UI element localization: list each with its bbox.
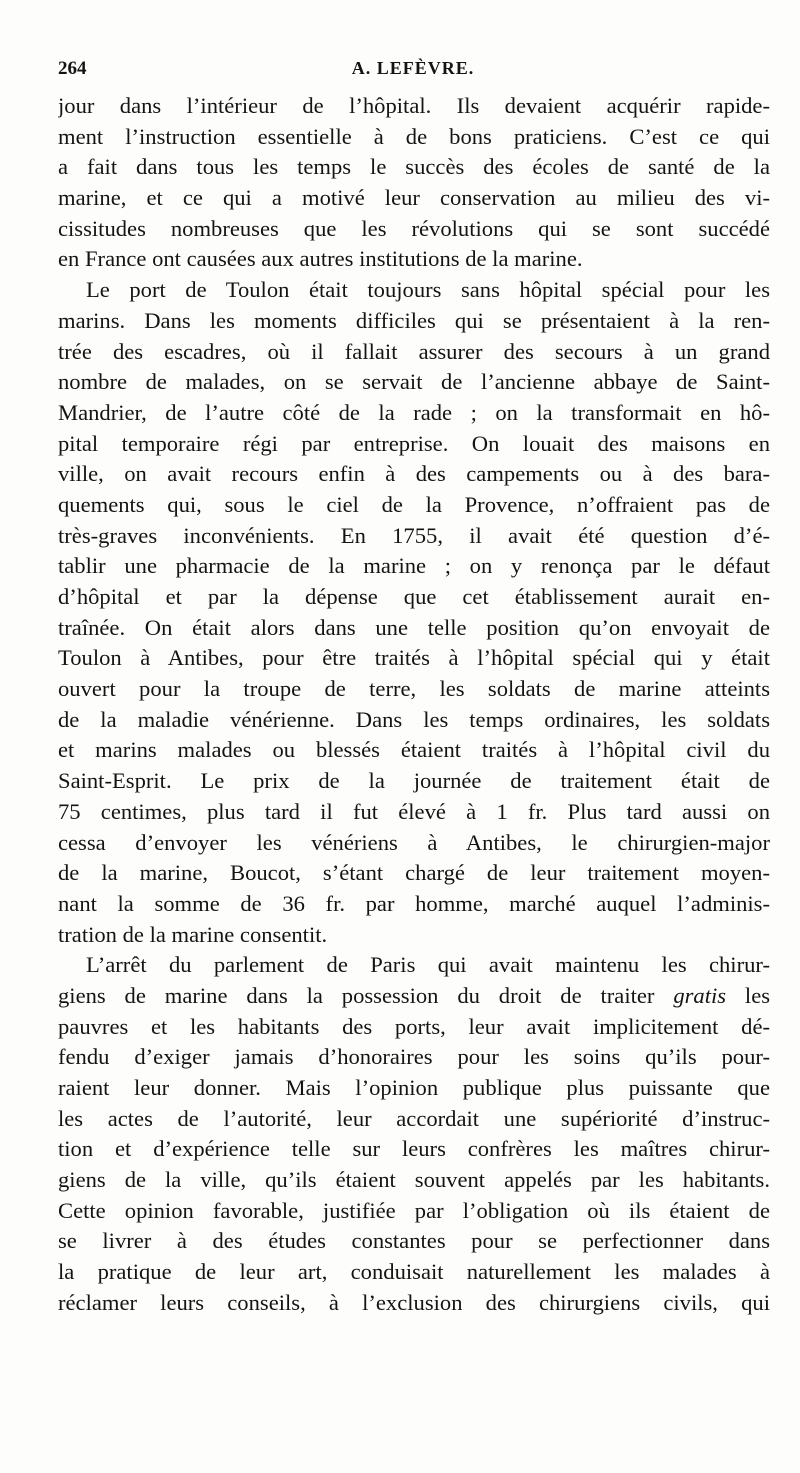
text-line: de la marine, Boucot, s’étant chargé de leur traitement moyen- [58,860,770,886]
text-line: tion et d’expérience telle sur leurs confrères les maîtres chirur- [58,1136,770,1162]
text-line: 75 centimes, plus tard il fut élevé à 1 fr. Plus tard aussi on [58,798,770,824]
text-line: cissitudes nombreuses que les révolutions qui se sont succédé [58,215,770,241]
text-line: jour dans l’intérieur de l’hôpital. Ils devaient acquérir rapide- [58,93,770,118]
body-text [58,91,770,1319]
text-line: Mandrier, de l’autre côté de la rade ; on la transformait en hô- [58,399,770,425]
page-number: 264 [58,58,87,79]
text-line: traînée. On était alors dans une telle position qu’on envoyait de [58,614,770,640]
text-line: fendu d’exiger jamais d’honoraires pour les soins qu’ils pour- [58,1044,770,1070]
text-line: raient leur donner. Mais l’opinion publique plus puissante que [58,1075,770,1100]
text-line: cessa d’envoyer les vénériens à Antibes, le chirurgien-major [58,829,770,855]
text-line: d’hôpital et par la dépense que cet établissement aurait en- [58,584,770,609]
text-line: giens de marine dans la possession du droit de traiter gratis les [58,982,770,1008]
text-line: pauvres et les habitants des ports, leur avait implicitement dé- [58,1013,770,1039]
text-line: réclamer leurs conseils, à l’exclusion des chirurgiens civils, qui [58,1289,770,1315]
text-line: et marins malades ou blessés étaient traités à l’hôpital civil du [58,737,770,763]
text-line: marine, et ce qui a motivé leur conservation au milieu des vi- [58,185,770,211]
text-line: nombre de malades, on se servait de l’ancienne abbaye de Saint- [58,369,770,395]
text-line: en France ont causées aux autres institutions de la marine. [58,246,583,272]
text-line: Toulon à Antibes, pour être traités à l’hôpital spécial qui y était [58,645,770,671]
text-line: très-graves inconvénients. En 1755, il avait été question d’é- [58,522,770,548]
text-line: ville, on avait recours enfin à des campements ou à des bara- [58,461,770,487]
text-line: ment l’instruction essentielle à de bons praticiens. C’est ce qui [58,123,770,149]
text-line: se livrer à des études constantes pour se perfectionner dans [58,1228,770,1254]
text-line: ouvert pour la troupe de terre, les soldats de marine atteints [58,676,770,702]
text-line: Le port de Toulon était toujours sans hôpital spécial pour les [86,277,770,303]
text-line: nant la somme de 36 fr. par homme, marché auquel l’adminis- [58,890,770,916]
text-line: de la maladie vénérienne. Dans les temps ordinaires, les soldats [58,706,770,732]
text-line: tration de la marine consentit. [58,921,328,947]
page-header [58,58,768,88]
text-line: Cette opinion favorable, justifiée par l’obligation où ils étaient de [58,1197,770,1223]
text-line: a fait dans tous les temps le succès des écoles de santé de la [58,154,770,180]
text-line: les actes de l’autorité, leur accordait une supériorité d’instruc- [58,1105,770,1131]
text-line: trée des escadres, où il fallait assurer des secours à un grand [58,338,770,364]
text-line: quements qui, sous le ciel de la Provence, n’offraient pas de [58,491,770,517]
text-line: tablir une pharmacie de la marine ; on y renonça par le défaut [58,553,770,579]
text-line: pital temporaire régi par entreprise. On louait des maisons en [58,430,770,456]
text-line: giens de la ville, qu’ils étaient souvent appelés par les habitants. [58,1167,770,1193]
text-line: Saint-Esprit. Le prix de la journée de traitement était de [58,768,770,794]
running-head: A. LEFÈVRE. [351,58,475,78]
text-line: marins. Dans les moments difficiles qui se présentaient à la ren- [58,307,770,333]
text-line: la pratique de leur art, conduisait naturellement les malades à [58,1259,770,1285]
text-line: L’arrêt du parlement de Paris qui avait maintenu les chirur- [86,952,770,978]
